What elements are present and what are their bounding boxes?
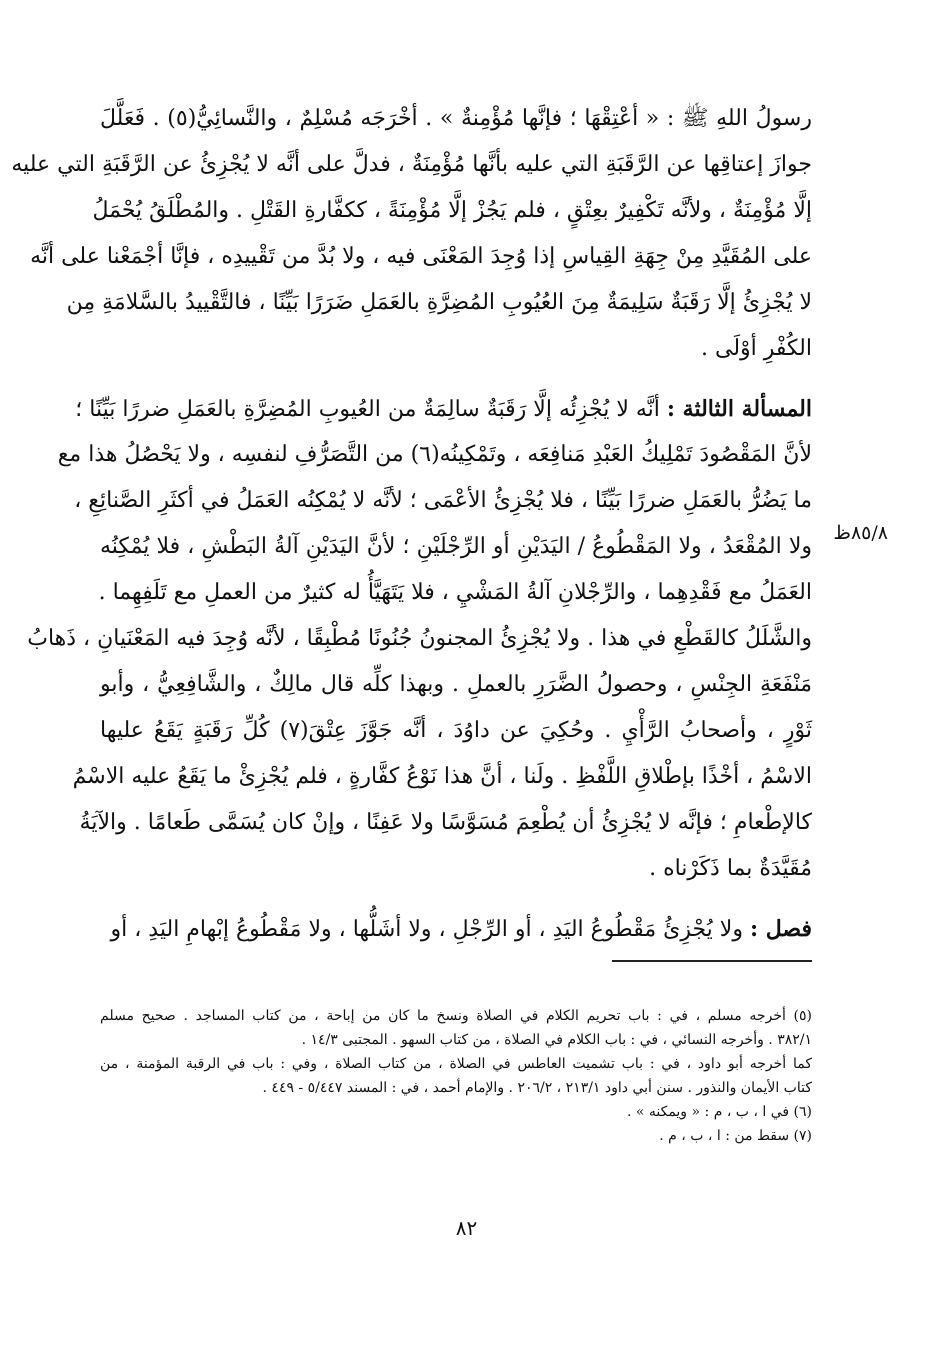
footnotes [100,1004,812,1148]
text-line: مَنْفَعَةِ الجِنْسِ ، وحصولُ الضَّرَرِ بالعملِ . وبهذا كلِّه قال مالِكٌ ، والشَّافِعِيُّ ، وأبو [100,672,812,697]
footnote-line: (٦) في ا ، ب ، م : « ويمكنه » . [626,1104,812,1120]
text-line [75,386,812,432]
text-line: لأنَّ المَقْصُودَ تَمْلِيكُ العَبْدِ مَنافِعَه ، وتَمْكِينُه(٦) من التَّصَرُّفِ لنفسِه ، ولا يَحْصُلُ هذا مع [57,442,812,467]
text-line: جوازَ إعتاقِها عن الرَّقَبَةِ التي عليه بأنَّها مُؤْمِنَةٌ ، فدلَّ على أنَّه لا يُجْزِئُ عن الرَّقَبَةِ التي عليه [11,152,812,177]
text-line: لا يُجْزِئُ إلَّا رَقَبَةٌ سَلِيمَةٌ مِنَ العُيُوبِ المُضِرَّةِ بالعَمَلِ ضَرَرًا بَيِّنًا ، فالتَّقْييدُ بالسَّلامَةِ مِن [66,290,812,315]
section-heading: المسألة الثالثة : [666,396,812,422]
text-line: ولا المُقْعَدُ ، ولا المَقْطُوعُ / اليَدَيْنِ أو الرِّجْلَيْنِ ؛ لأنَّ اليَدَيْنِ آلةُ البَطْشِ ، فلا يُمْكِنُه [100,534,812,559]
footnote-line: (٧) سقط من : ا ، ب ، م . [659,1128,812,1144]
text-line: كالإطْعامِ ؛ فإنَّه لا يُجْزِئُ أن يُطْعِمَ مُسَوَّسًا ولا عَفِنًا ، وإنْ كان يُسَمَّى طَعامًا . والآيَةُ [79,810,812,835]
text-line: مُقَيَّدَةٌ بما ذَكَرْناه . [649,856,812,881]
page-number: ٨٢ [455,1216,478,1240]
text-line: الاسْمُ ، أخْذًا بإطْلاقِ اللَّفْظِ . ولَنا ، أنَّ هذا نَوْعُ كفَّارةٍ ، فلم يُجْزِئْ ما يَقَعُ عليه الاسْمُ [72,764,812,789]
text-line: الكُفْرِ أوْلَى . [701,336,812,361]
text-line: إلَّا مُؤْمِنَةٌ ، ولأنَّه تَكْفِيرٌ بعِتْقٍ ، فلم يَجُزْ إلَّا مُؤْمِنَةً ، ككفَّارةِ القَتْلِ . والمُطْلَقُ يُحْمَلُ [92,198,812,223]
text-line [100,906,812,952]
text-line: على المُقَيَّدِ مِنْ جِهَةِ القِياسِ إذا وُجِدَ المَعْنَى فيه ، ولا بُدَّ من تَقْييدِه ، فإنَّا أجْمَعْنا على أنَّه [30,244,812,269]
footnote-line: ٣٨٢/١ . وأخرجه النسائي ، في : باب الكلام في الصلاة ، من كتاب السهو . المجتبى ١٤/٣ . [301,1032,812,1048]
text-segment: أنَّه لا يُجْزِئُه إلَّا رَقَبَةٌ سالِمَةٌ من العُيوبِ المُضِرَّةِ بالعَمَلِ ضررًا بَيِّنًا ؛ [75,397,660,422]
main-text [11,96,813,952]
text-line: ثَوْرٍ ، وأصحابُ الرَّأْيِ . وحُكِيَ عن داوُدَ ، أنَّه جَوَّزَ عِتْقَ(٧) كُلِّ رَقَبَةٍ يَقَعُ عليها [100,718,813,743]
footnote-line: كما أخرجه أبو داود ، في : باب تشميت العاطس في الصلاة ، من كتاب الصلاة ، وفي : باب في الرقبة المؤمنة ، من [100,1056,812,1072]
text-line: العَمَلُ مع فَقْدِهِما ، والرِّجْلانِ آلةُ المَشْيِ ، فلا يَتَهَيَّأُ له كثيرٌ من العملِ مع تَلَفِهِما . [98,580,812,605]
footnote-line: (٥) أخرجه مسلم ، في : باب تحريم الكلام في الصلاة ونسخ ما كان من إباحة ، من كتاب المساجد . صحيح مسلم [100,1008,813,1024]
paragraph-gap [100,372,812,386]
text-segment: ولا يُجْزِئُ مَقْطُوعُ اليَدِ ، أو الرِّجْلِ ، ولا أشَلُّها ، ولا مَقْطُوعُ إبْهامِ اليَدِ ، أو [110,917,743,942]
footnote-line: كتاب الأيمان والنذور . سنن أبي داود ٢١٣/١ ، ٢٠٦/٢ . والإمام أحمد ، في : المسند ٥/٤٤٧ - ٤٤٩ . [262,1080,812,1096]
paragraph-gap [100,892,812,906]
manuscript-folio-reference: ٨٥/٨ظ [833,522,888,544]
text-line: رسولُ اللهِ ﷺ : « أعْتِقْهَا ؛ فإنَّها مُؤْمِنةٌ » . أخْرَجَه مُسْلِمٌ ، والنَّسائِيُّ(٥) . فَعَلَّلَ [100,106,812,131]
section-heading: فصل : [749,916,812,942]
text-line: ما يَضُرُّ بالعَمَلِ ضررًا بَيِّنًا ، فلا يُجْزِئُ الأعْمَى ؛ لأنَّه لا يُمْكِنُه العَمَلُ في أكثَرِ الصَّنائِعِ ، [74,488,812,513]
footnote-separator [612,960,812,962]
text-line: والشَّلَلُ كالقَطْعِ في هذا . ولا يُجْزِئُ المجنونُ جُنُونًا مُطْبِقًا ، لأنَّه وُجِدَ فيه المَعْنَيانِ ، ذَهابُ [27,626,812,651]
